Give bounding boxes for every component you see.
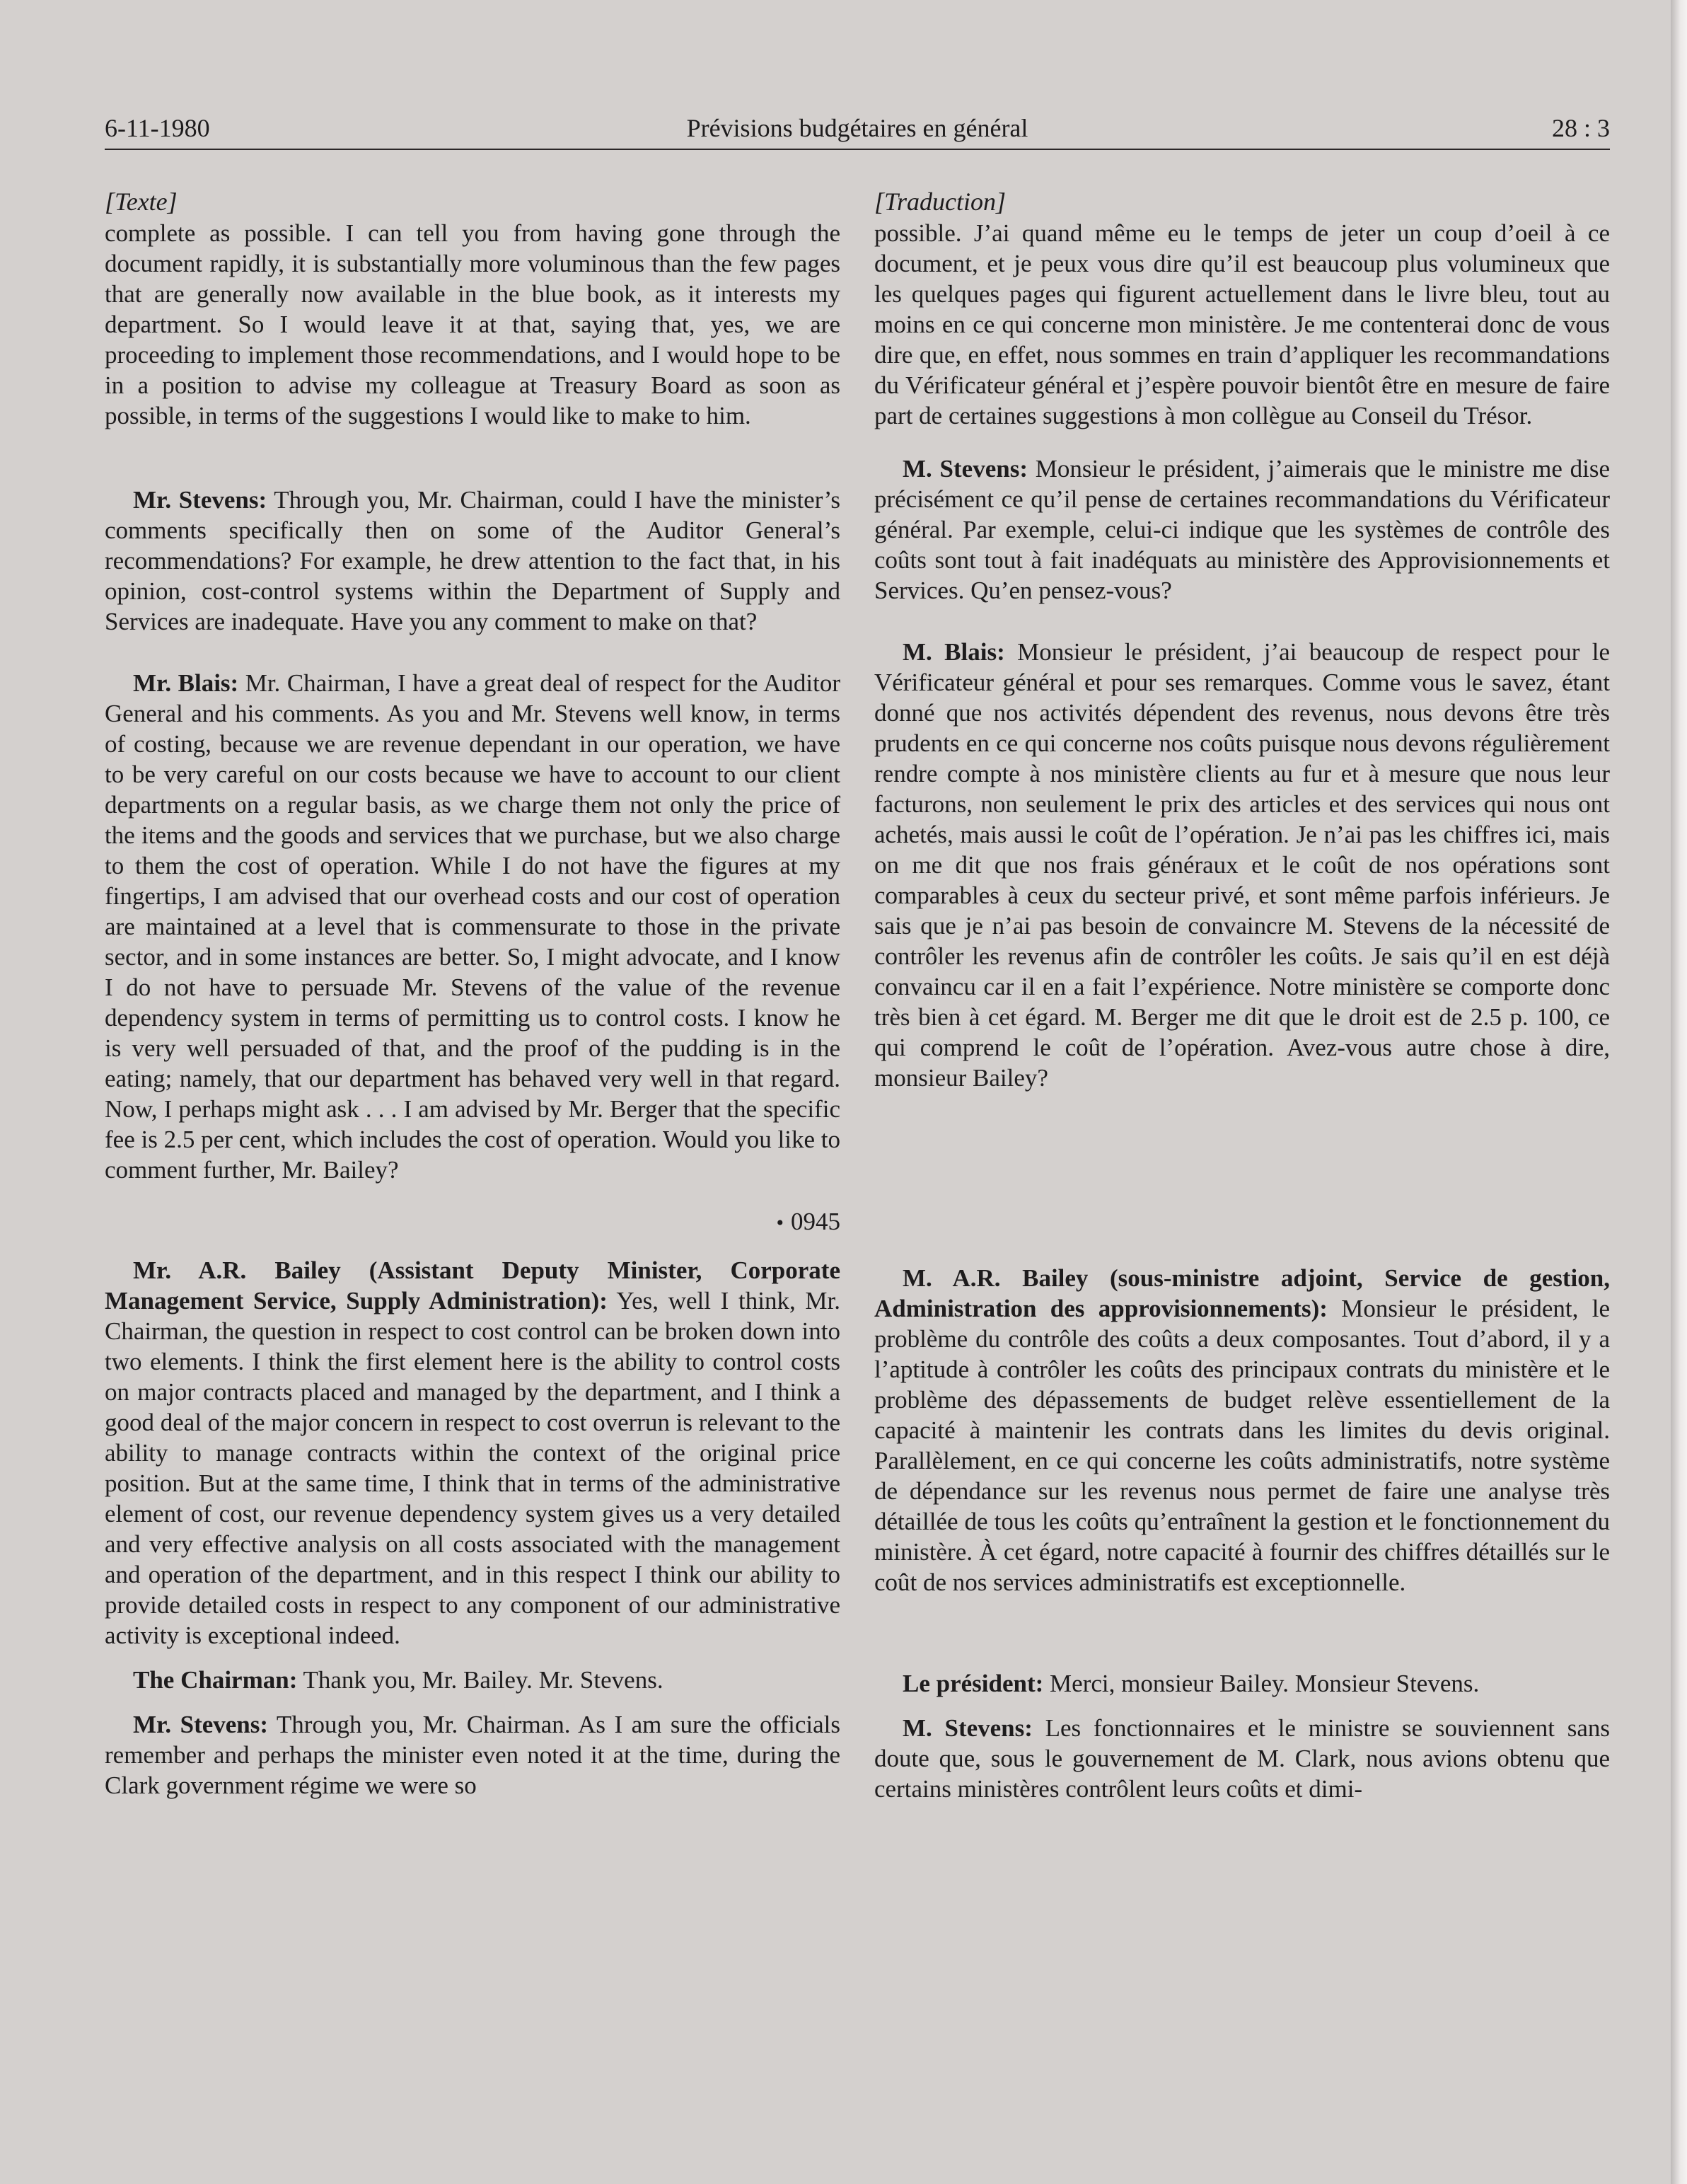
paragraph-text: Merci, monsieur Bailey. Monsieur Stevens. [1043,1670,1480,1697]
header-title: Prévisions budgétaires en général [686,114,1028,142]
speaker: M. A.R. Bailey (sous-ministre adjoint, Service de gestion, Administration des approvisionnements): [874,1264,1610,1322]
paragraph-text: Mr. Chairman, I have a great deal of respect for the Auditor General and his comments. As you and Mr. Stevens well know, in terms of costing, because we are revenue dependant in our operation, we have to be very careful on our costs because we have to account to our client departments on a regular basis, as we charge them not only the price of the items and the goods and services that we purchase, but we also charge to them the cost of operation. While I do not have the figures at my fingertips, I am advised that our overhead costs and our cost of operation are maintained at a level that is commensurate to those in the private sector, and in some instances are better. So, I might advocate, and I know I do not have to persuade Mr. Stevens of the value of the revenue dependency system in terms of permitting us to control costs. I know he is very well persuaded of that, and the proof of the pudding is in the eating; namely, that our department has behaved very well in that regard. Now, I perhaps might ask . . . I am advised by Mr. Berger that the specific fee is 2.5 per cent, which includes the cost of operation. Would you like to comment further, Mr. Bailey? [105,669,841,1184]
running-header [105,113,1610,150]
speaker: The Chairman: [133,1666,298,1694]
paragraph [105,668,840,1185]
speaker: Mr. Stevens: [133,1711,269,1738]
translation-tag: [Traduction] [874,187,1007,216]
paragraph-text: Monsieur le président, j’aimerais que le ministre me dise précisément ce qu’il pense de certaines recommandations du Vérificateur général. Par exemple, celui-ci indique que les systèmes de contrôle des coûts sont tout à fait inadéquats au ministère des Approvisionnements et Services. Qu’en pensez-vous? [874,455,1611,604]
speaker: M. Stevens: [903,1714,1033,1742]
paragraph [105,1255,840,1651]
paragraph [105,218,840,431]
paragraph-text: Les fonctionnaires et le ministre se souviennent sans doute que, sous le gouvernement de M. Clark, nous avions obtenu que certains ministères contrôlent leurs coûts et dimi- [874,1714,1610,1803]
speaker: Le président: [903,1670,1044,1697]
paragraph [105,1709,840,1801]
english-column [105,185,840,1801]
time-stamp [105,1206,840,1238]
paragraph-text: possible. J’ai quand même eu le temps de jeter un coup d’oeil à ce document, et je peux vous dire qu’il est beaucoup plus volumineux que les quelques pages qui figurent actuellement dans le livre bleu, tout au moins en ce qui concerne mon ministère. Je me contenterai donc de vous dire que, en effet, nous sommes en train d’appliquer les recommandations du Vérificateur général et j’espère pouvoir bientôt être en mesure de faire part de certaines suggestions à mon collègue au Conseil du Trésor. [874,219,1610,429]
paragraph-text: Monsieur le président, j’ai beaucoup de respect pour le Vérificateur général et pour ses remarques. Comme vous le savez, étant donné que nos activités dépendent des revenus, nous devons être très prudents en ce qui concerne nos coûts puisque nous devons régulièrement rendre compte à nos ministère clients au fur et à mesure que nous leur facturons, non seulement le prix des articles et des services qui nous ont achetés, mais aussi le coût de l’opération. Je n’ai pas les chiffres ici, mais on me dit que nos frais généraux et le coût de nos opérations sont comparables à ceux du secteur privé, et sont même parfois inférieurs. Je sais que je n’ai pas besoin de convaincre M. Stevens de la nécessité de contrôler les revenus afin de contrôler les coûts. Je sais qu’il en est déjà convaincu car il en a fait l’expérience. Notre ministère se comporte donc très bien à cet égard. M. Berger me dit que le droit est de 2.5 p. 100, ce qui comprend le coût de l’opération. Avez-vous autre chose à dire, monsieur Bailey? [874,638,1610,1092]
paragraph [874,1713,1610,1804]
speaker: Mr. Blais: [133,669,239,697]
text-tag: [Texte] [105,187,178,216]
header-rule [105,149,1610,150]
paragraph-text: complete as possible. I can tell you from having gone through the document rapidly, it is substantially more voluminous than the few pages that are generally now available in the blue book, as it interests my department. So I would leave it at that, saying that, yes, we are proceeding to implement those recommendations, and I would hope to be in a position to advise my colleague at Treasury Board as soon as possible, in terms of the suggestions I would like to make to him. [105,219,840,429]
paragraph [874,453,1610,606]
paragraph [874,218,1610,431]
paragraph-text: Through you, Mr. Chairman, could I have the minister’s comments specifically then on some of the Auditor General’s recommendations? For example, he drew attention to the fact that, in his opinion, cost-control systems within the Department of Supply and Services are inadequate. Have you any comment to make on that? [105,486,841,635]
speaker: M. Stevens: [903,455,1028,483]
paragraph [874,637,1610,1093]
time-bullet: • [776,1211,784,1235]
speaker: Mr. Stevens: [133,486,267,514]
header-date: 6-11-1980 [105,114,210,142]
paragraph-text: Through you, Mr. Chairman. As I am sure the officials remember and perhaps the minister even noted it at the time, during the Clark government régime we were so [105,1711,840,1799]
paragraph [105,485,840,637]
header-page-number: 28 : 3 [1551,114,1610,142]
time-value: 0945 [791,1208,840,1235]
french-column [874,185,1610,1804]
paragraph-text: Yes, well I think, Mr. Chairman, the question in respect to cost control can be broken down into two elements. I think the first element here is the ability to control costs on major contracts placed and managed by the department, and I think a good deal of the major concern in respect to cost overrun is relevant to the ability to manage contracts within the context of the original price position. But at the same time, I think that in terms of the administrative element of cost, our revenue dependency system gives us a very detailed and very effective analysis on all costs associated with the management and operation of the department, and in this respect I think our ability to provide detailed costs in respect to any component of our administrative activity is exceptional indeed. [105,1287,840,1649]
speaker: Mr. A.R. Bailey (Assistant Deputy Minister, Corporate Management Service, Supply Administration): [105,1256,840,1315]
paragraph-text: Monsieur le président, le problème du contrôle des coûts a deux composantes. Tout d’abord, il y a l’aptitude à contrôler les coûts des principaux contrats du ministère et le problème des dépassements de budget relève essentiellement de la capacité à maintenir les contrats dans les limites du devis original. Parallèlement, en ce qui concerne les coûts administratifs, notre système de dépendance sur les revenus nous permet de faire une analyse très détaillée de tous les coûts qu’entraînent la gestion et le fonctionnement du ministère. À cet égard, notre capacité à fournir des chiffres détaillés sur le coût de nos services administratifs est exceptionnelle. [874,1295,1610,1596]
paragraph [105,1665,840,1695]
paragraph [874,1668,1610,1699]
paragraph-text: Thank you, Mr. Bailey. Mr. Stevens. [297,1666,663,1694]
paragraph [874,1263,1610,1597]
page-edge [1671,0,1687,2184]
speaker: M. Blais: [903,638,1005,666]
